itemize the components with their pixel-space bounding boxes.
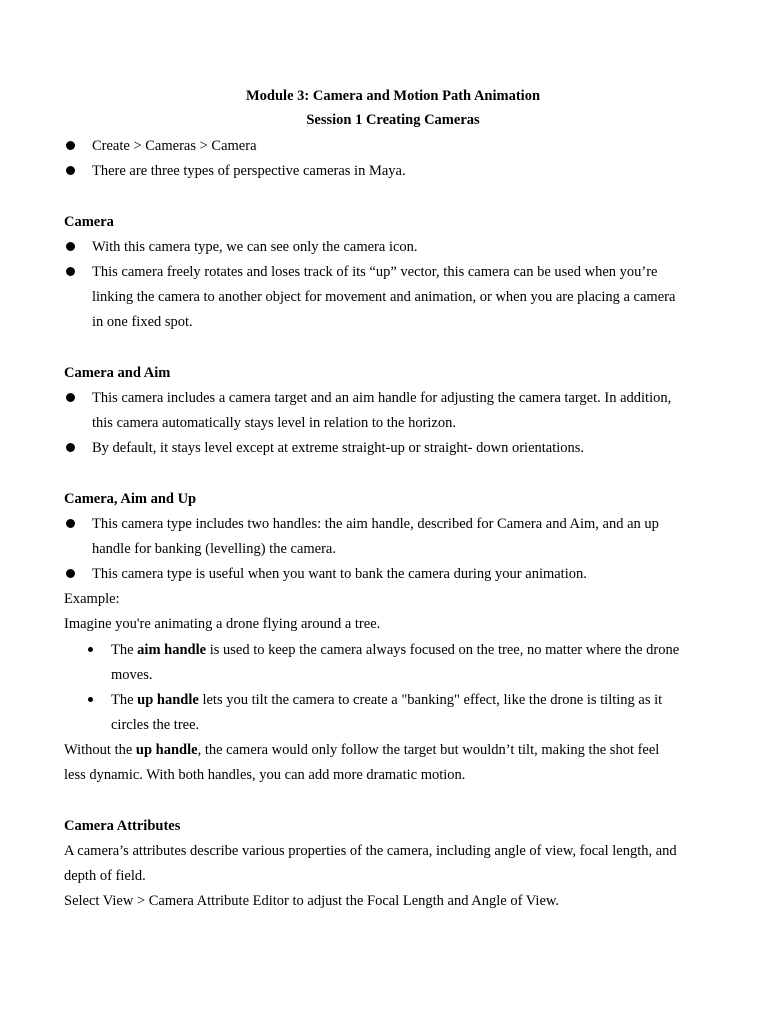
- list-item: This camera includes a camera target and an aim handle for adjusting the camera target. In addition,: [92, 390, 672, 406]
- section-heading-camera-and-aim: Camera and Aim: [64, 365, 171, 381]
- paragraph: A camera’s attributes describe various properties of the camera, including angle of view, focal length, and: [64, 843, 677, 859]
- sub-list-item: The up handle lets you tilt the camera to create a "banking" effect, like the drone is tilting as it: [111, 692, 663, 708]
- section-heading-camera-attributes: Camera Attributes: [64, 818, 181, 834]
- bullet-icon: [66, 519, 75, 528]
- example-label: Example:: [64, 591, 120, 607]
- list-item: With this camera type, we can see only the camera icon.: [92, 239, 418, 255]
- list-item: Create > Cameras > Camera: [92, 138, 257, 154]
- paragraph: Select View > Camera Attribute Editor to adjust the Focal Length and Angle of View.: [64, 893, 560, 909]
- sub-list-item: The aim handle is used to keep the camera always focused on the tree, no matter where the drone: [111, 642, 680, 658]
- page-title: Module 3: Camera and Motion Path Animation: [245, 88, 541, 104]
- bullet-icon: [66, 267, 75, 276]
- bullet-icon: [66, 242, 75, 251]
- paragraph-continuation: depth of field.: [64, 868, 146, 884]
- paragraph: Without the up handle, the camera would only follow the target but wouldn’t tilt, making the shot feel: [64, 742, 660, 758]
- list-item-continuation: this camera automatically stays level in relation to the horizon.: [92, 415, 456, 431]
- list-item-continuation: linking the camera to another object for movement and animation, or when you are placing a camera: [92, 289, 676, 305]
- sub-bullet-icon: [88, 647, 93, 652]
- section-heading-camera: Camera: [64, 214, 114, 230]
- list-item: There are three types of perspective cameras in Maya.: [92, 163, 406, 179]
- list-item: This camera type includes two handles: the aim handle, described for Camera and Aim, and an up: [92, 516, 659, 532]
- list-item: This camera type is useful when you want to bank the camera during your animation.: [92, 566, 587, 582]
- bullet-icon: [66, 393, 75, 402]
- example-text: Imagine you're animating a drone flying around a tree.: [64, 616, 381, 632]
- list-item: By default, it stays level except at extreme straight-up or straight- down orientations.: [92, 440, 585, 456]
- section-heading-camera-aim-and-up: Camera, Aim and Up: [64, 491, 197, 507]
- sub-list-item-continuation: moves.: [111, 667, 153, 683]
- sub-bullet-icon: [88, 697, 93, 702]
- paragraph-continuation: less dynamic. With both handles, you can add more dramatic motion.: [64, 767, 466, 783]
- bullet-icon: [66, 443, 75, 452]
- list-item-continuation: in one fixed spot.: [92, 314, 193, 330]
- bullet-icon: [66, 166, 75, 175]
- page-subtitle: Session 1 Creating Cameras: [306, 112, 480, 128]
- sub-list-item-continuation: circles the tree.: [111, 717, 200, 733]
- list-item-continuation: handle for banking (levelling) the camera.: [92, 541, 336, 557]
- list-item: This camera freely rotates and loses track of its “up” vector, this camera can be used when you’re: [92, 264, 658, 280]
- bullet-icon: [66, 141, 75, 150]
- bullet-icon: [66, 569, 75, 578]
